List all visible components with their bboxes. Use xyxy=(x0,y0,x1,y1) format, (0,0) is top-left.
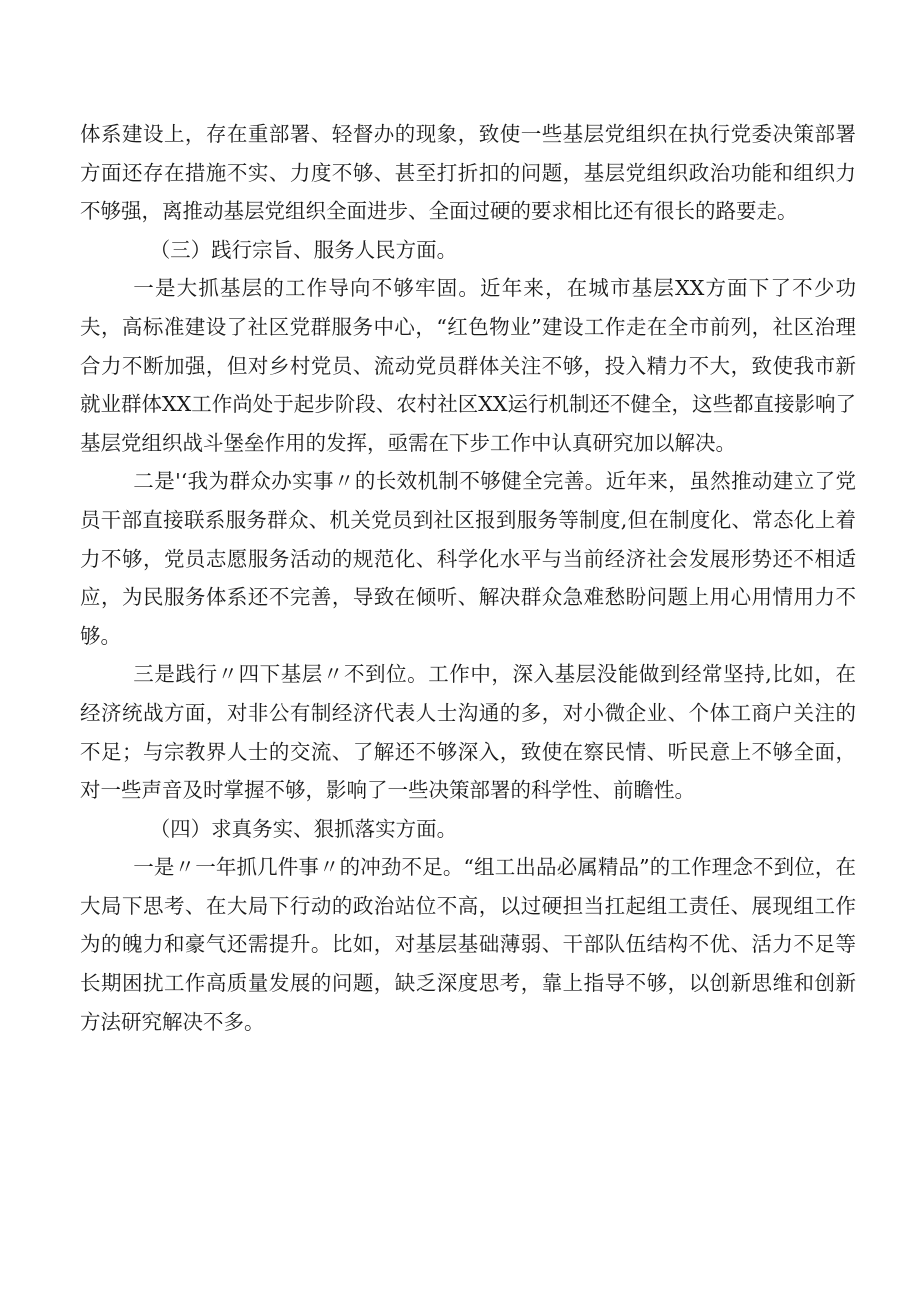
paragraph-item-4: 一是〃一年抓几件事〃的冲劲不足。“组工出品必属精品”的工作理念不到位，在大局下思考、在大局下行动的政治站位不高，以过硬担当扛起组工责任、展现组工作为的魄力和豪气还需提升。比如，对基层基础薄弱、干部队伍结构不优、活力不足等长期困扰工作高质量发展的问题，缺乏深度思考，靠上指导不够，以创新思维和创新方法研究解决不多。 xyxy=(80,855,856,1034)
paragraph-item-2: 二是'‘我为群众办实事〃的长效机制不够健全完善。近年来，虽然推动建立了党员干部直接联系服务群众、机关党员到社区报到服务等制度,但在制度化、常态化上着力不够，党员志愿服务活动的规范化、科学化水平与当前经济社会发展形势还不相适应，为民服务体系还不完善，导致在倾听、解决群众急难愁盼问题上用心用情用力不够。 xyxy=(80,469,856,648)
section-heading-4: （四）求真务实、狠抓落实方面。 xyxy=(149,816,458,841)
section-heading-3: （三）践行宗旨、服务人民方面。 xyxy=(149,237,458,262)
paragraph-item-1: 一是大抓基层的工作导向不够牢固。近年来，在城市基层XX方面下了不少功夫，高标准建设了社区党群服务中心，“红色物业”建设工作走在全市前列，社区治理合力不断加强，但对乡村党员、流动党员群体关注不够，投入精力不大，致使我市新就业群体XX工作尚处于起步阶段、农村社区XX运行机制还不健全，这些都直接影响了基层党组织战斗堡垒作用的发挥，亟需在下步工作中认真研究加以解决。 xyxy=(80,276,856,455)
paragraph-item-3: 三是践行〃四下基层〃不到位。工作中，深入基层没能做到经常坚持,比如，在经济统战方面，对非公有制经济代表人士沟通的多，对小微企业、个体工商户关注的不足；与宗教界人士的交流、了解还不够深入，致使在察民情、听民意上不够全面，对一些声音及时掌握不够，影响了一些决策部署的科学性、前瞻性。 xyxy=(80,662,856,803)
paragraph-continued: 体系建设上，存在重部署、轻督办的现象，致使一些基层党组织在执行党委决策部署方面还存在措施不实、力度不够、甚至打折扣的问题，基层党组织政治功能和组织力不够强，离推动基层党组织全面进步、全面过硬的要求相比还有很长的路要走。 xyxy=(80,122,856,224)
document-body xyxy=(80,115,856,1041)
